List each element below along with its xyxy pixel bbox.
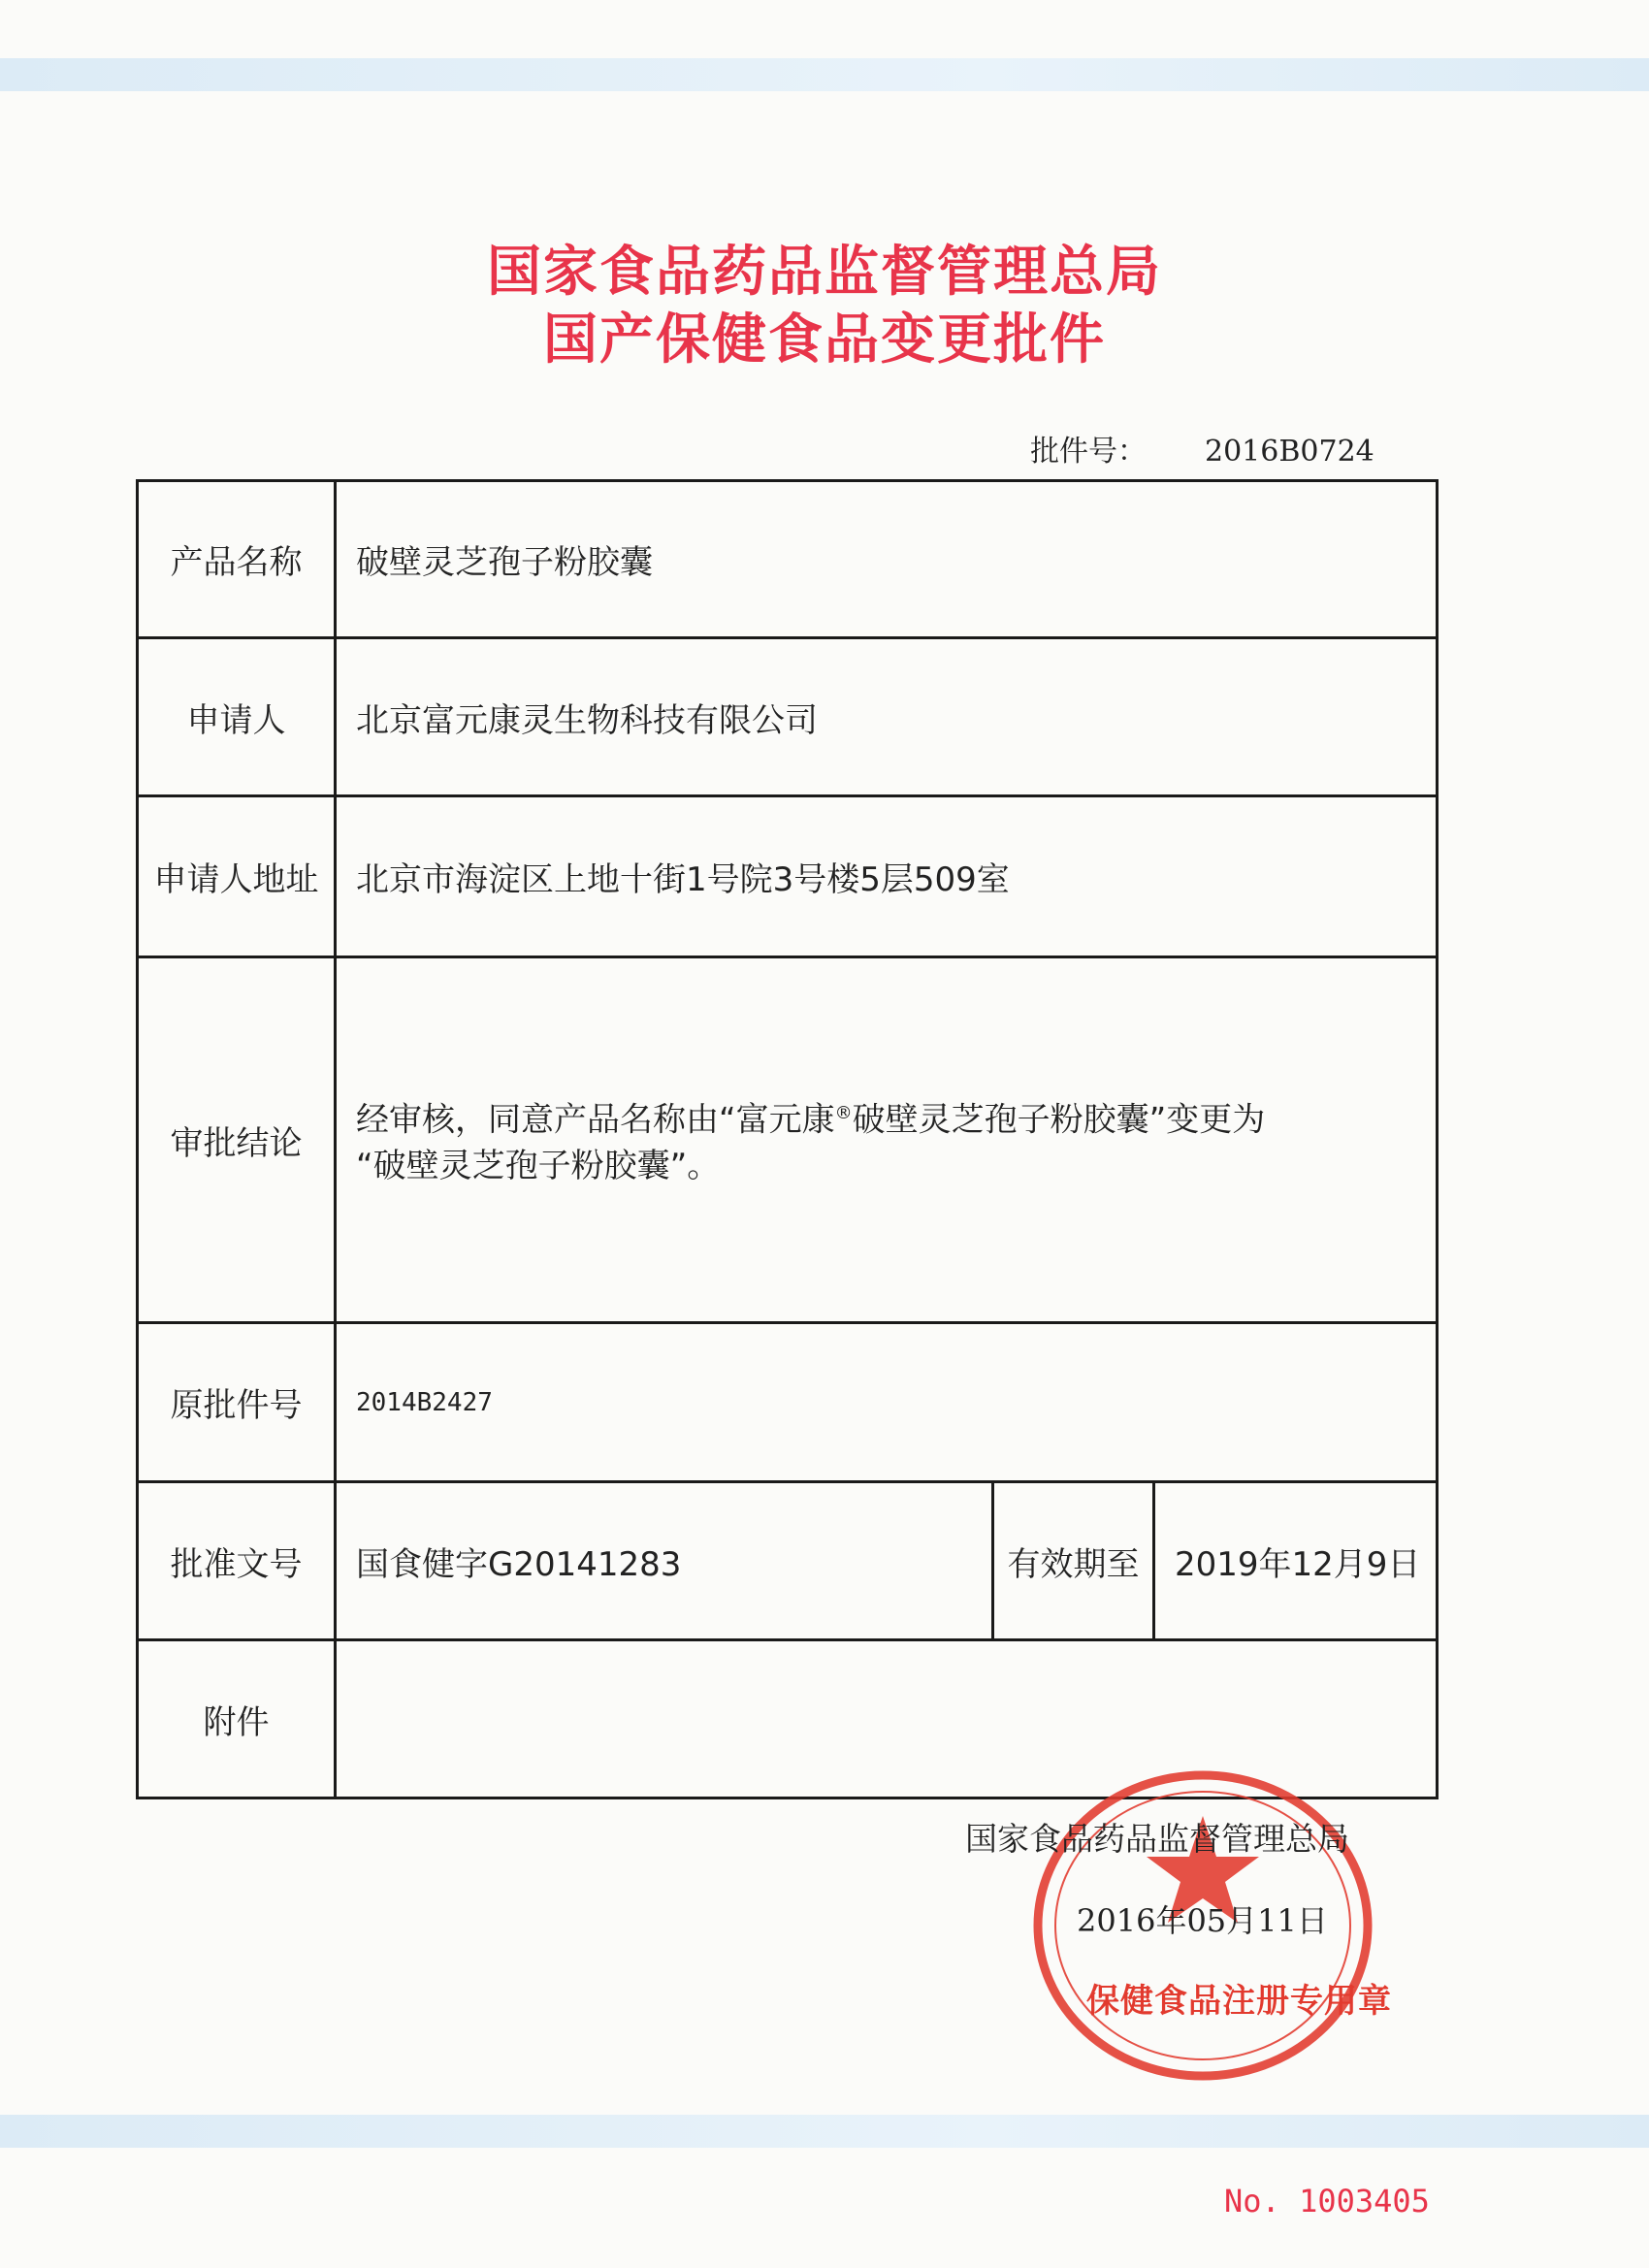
row-conclusion [138,957,1438,1323]
issuing-organization: 国家食品药品监督管理总局 [965,1820,1349,1858]
conclusion-text-part1: 经审核，同意产品名称由“富元康 [356,1100,835,1140]
applicant-value: 北京富元康灵生物科技有限公司 [336,638,1438,796]
document-title-agency: 国家食品药品监督管理总局 [487,241,1162,304]
row-applicant [138,638,1438,796]
row-original-number [138,1323,1438,1482]
applicant-address-label: 申请人地址 [138,796,336,957]
approval-doc-value: 国食健字G20141283 [336,1482,993,1640]
approval-doc-label: 批准文号 [138,1482,336,1640]
approval-number-value: 2016B0724 [1205,435,1374,469]
attachment-label: 附件 [138,1640,336,1798]
original-number-label: 原批件号 [138,1323,336,1482]
registered-mark: ® [834,1102,853,1123]
seal-text: 保健食品注册专用章 [1086,1982,1392,2021]
row-product-name [138,481,1438,638]
issue-date: 2016年05月11日 [1077,1902,1328,1939]
bottom-decor-band [0,2115,1649,2148]
product-name-label: 产品名称 [138,481,336,638]
conclusion-text-line2: “破壁灵芝孢子粉胶囊”。 [356,1147,721,1186]
conclusion-label: 审批结论 [138,957,336,1323]
conclusion-value [336,957,1438,1323]
approval-number-label: 批件号： [1030,435,1147,469]
applicant-label: 申请人 [138,638,336,796]
valid-until-value: 2019年12月9日 [1154,1482,1438,1640]
approval-number [1030,427,1374,470]
applicant-address-value: 北京市海淀区上地十街1号院3号楼5层509室 [336,796,1438,957]
document-serial-number: No. 1003405 [1224,2183,1430,2219]
top-decor-band [0,58,1649,91]
document-title-type: 国产保健食品变更批件 [543,308,1106,372]
valid-until-label: 有效期至 [993,1482,1154,1640]
row-approval-doc [138,1482,1438,1640]
approval-form-table [136,479,1439,1799]
conclusion-text-part2: 破壁灵芝孢子粉胶囊”变更为 [852,1100,1266,1140]
original-number-value: 2014B2427 [336,1323,1438,1482]
product-name-value: 破壁灵芝孢子粉胶囊 [336,481,1438,638]
row-applicant-address [138,796,1438,957]
